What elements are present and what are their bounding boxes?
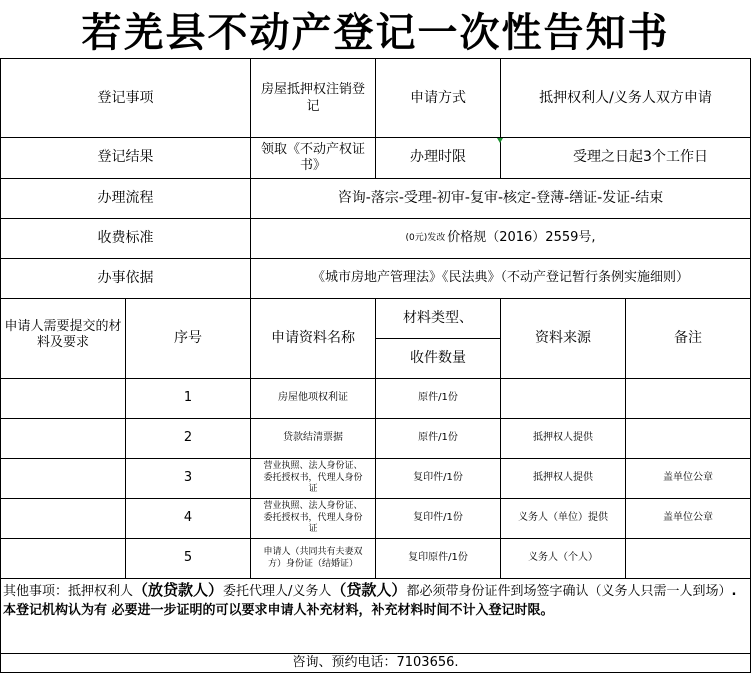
notes-mid2: 都必须带身份证件到场签字确认（义务人只需一人到场） bbox=[406, 584, 732, 599]
notes-mid1: 委托代理人/义务人 bbox=[223, 584, 332, 599]
row-1-index: 1 bbox=[183, 390, 193, 406]
row-3-source: 抵押权人提供 bbox=[533, 472, 593, 484]
row-1-type: 原件/1份 bbox=[418, 392, 458, 404]
row-2-index: 2 bbox=[183, 430, 193, 446]
time-label: 办理时限 bbox=[410, 149, 466, 166]
apply-method-value: 抵押权利人/义务人双方申请 bbox=[539, 89, 712, 106]
item-value: 房屋抵押权注销登记 bbox=[260, 82, 365, 114]
fee-cell bbox=[251, 219, 750, 258]
row-5-source: 义务人（个人） bbox=[528, 552, 598, 564]
header-name: 申请资料名称 bbox=[271, 329, 355, 346]
header-type-bottom: 收件数量 bbox=[410, 349, 466, 366]
row-5-index: 5 bbox=[183, 550, 193, 566]
header-remark: 备注 bbox=[674, 329, 702, 346]
time-value: 受理之日起3个工作日 bbox=[573, 149, 708, 166]
item-label: 登记事项 bbox=[97, 89, 154, 106]
row-divider bbox=[0, 578, 751, 579]
header-source: 资料来源 bbox=[535, 329, 591, 346]
fee-prefix: (0元)发改 bbox=[405, 232, 446, 243]
document-title: 若羌县不动产登记一次性告知书 bbox=[0, 0, 751, 59]
row-3-remark: 盖单位公章 bbox=[663, 472, 713, 484]
notes-bold: .本登记机构认为有 必要进一步证明的可以要求申请人补充材料，补充材料时间不计入登记时限。 bbox=[3, 584, 737, 618]
row-3-name: 营业执照、法人身份证、委托授权书，代理人身份证 bbox=[263, 460, 363, 495]
row-5-remark bbox=[626, 539, 750, 578]
row-5-type: 复印原件/1份 bbox=[408, 552, 468, 564]
row-4-index: 4 bbox=[183, 510, 193, 526]
result-value: 领取《不动产权证书》 bbox=[260, 141, 365, 173]
row-1-source bbox=[501, 379, 625, 418]
materials-side-label: 申请人需要提交的材料及要求 bbox=[4, 319, 122, 351]
row-3-type: 复印件/1份 bbox=[413, 472, 463, 484]
basis-label: 办事依据 bbox=[97, 269, 154, 286]
row-3-index: 3 bbox=[183, 470, 193, 486]
row-2-name: 贷款结清票据 bbox=[283, 432, 343, 444]
notes-prefix: 其他事项：抵押权利人 bbox=[3, 584, 134, 599]
row-4-name: 营业执照、法人身份证、委托授权书，代理人身份证 bbox=[263, 500, 363, 535]
notes-borrower: （贷款人） bbox=[331, 581, 407, 599]
header-type-top: 材料类型、 bbox=[403, 309, 473, 326]
process-value: 咨询-落宗-受理-初审-复审-核定-登薄-缮证-发证-结束 bbox=[337, 189, 664, 206]
row-1-remark bbox=[626, 379, 750, 418]
fee-label: 收费标准 bbox=[97, 229, 154, 246]
row-4-source: 义务人（单位）提供 bbox=[518, 512, 608, 524]
apply-method-label: 申请方式 bbox=[410, 89, 466, 106]
process-label: 办理流程 bbox=[97, 189, 154, 206]
contact-line: 咨询、预约电话：7103656. bbox=[292, 654, 459, 670]
row-4-type: 复印件/1份 bbox=[413, 512, 463, 524]
row-1-name: 房屋他项权利证 bbox=[278, 392, 348, 404]
result-label: 登记结果 bbox=[97, 149, 154, 166]
row-2-remark bbox=[626, 419, 750, 458]
notes-lender: （放贷款人） bbox=[133, 581, 224, 599]
row-4-remark: 盖单位公章 bbox=[663, 512, 713, 524]
basis-value: 《城市房地产管理法》《民法典》（不动产登记暂行条例实施细则） bbox=[311, 270, 689, 286]
row-2-source: 抵押权人提供 bbox=[533, 432, 593, 444]
other-notes bbox=[3, 581, 748, 651]
row-5-name: 申请人（共同共有夫妻双方）身份证（结婚证） bbox=[263, 546, 363, 569]
fee-value: 价格规（2016）2559号, bbox=[447, 230, 596, 246]
header-index: 序号 bbox=[174, 329, 202, 346]
row-2-type: 原件/1份 bbox=[418, 432, 458, 444]
